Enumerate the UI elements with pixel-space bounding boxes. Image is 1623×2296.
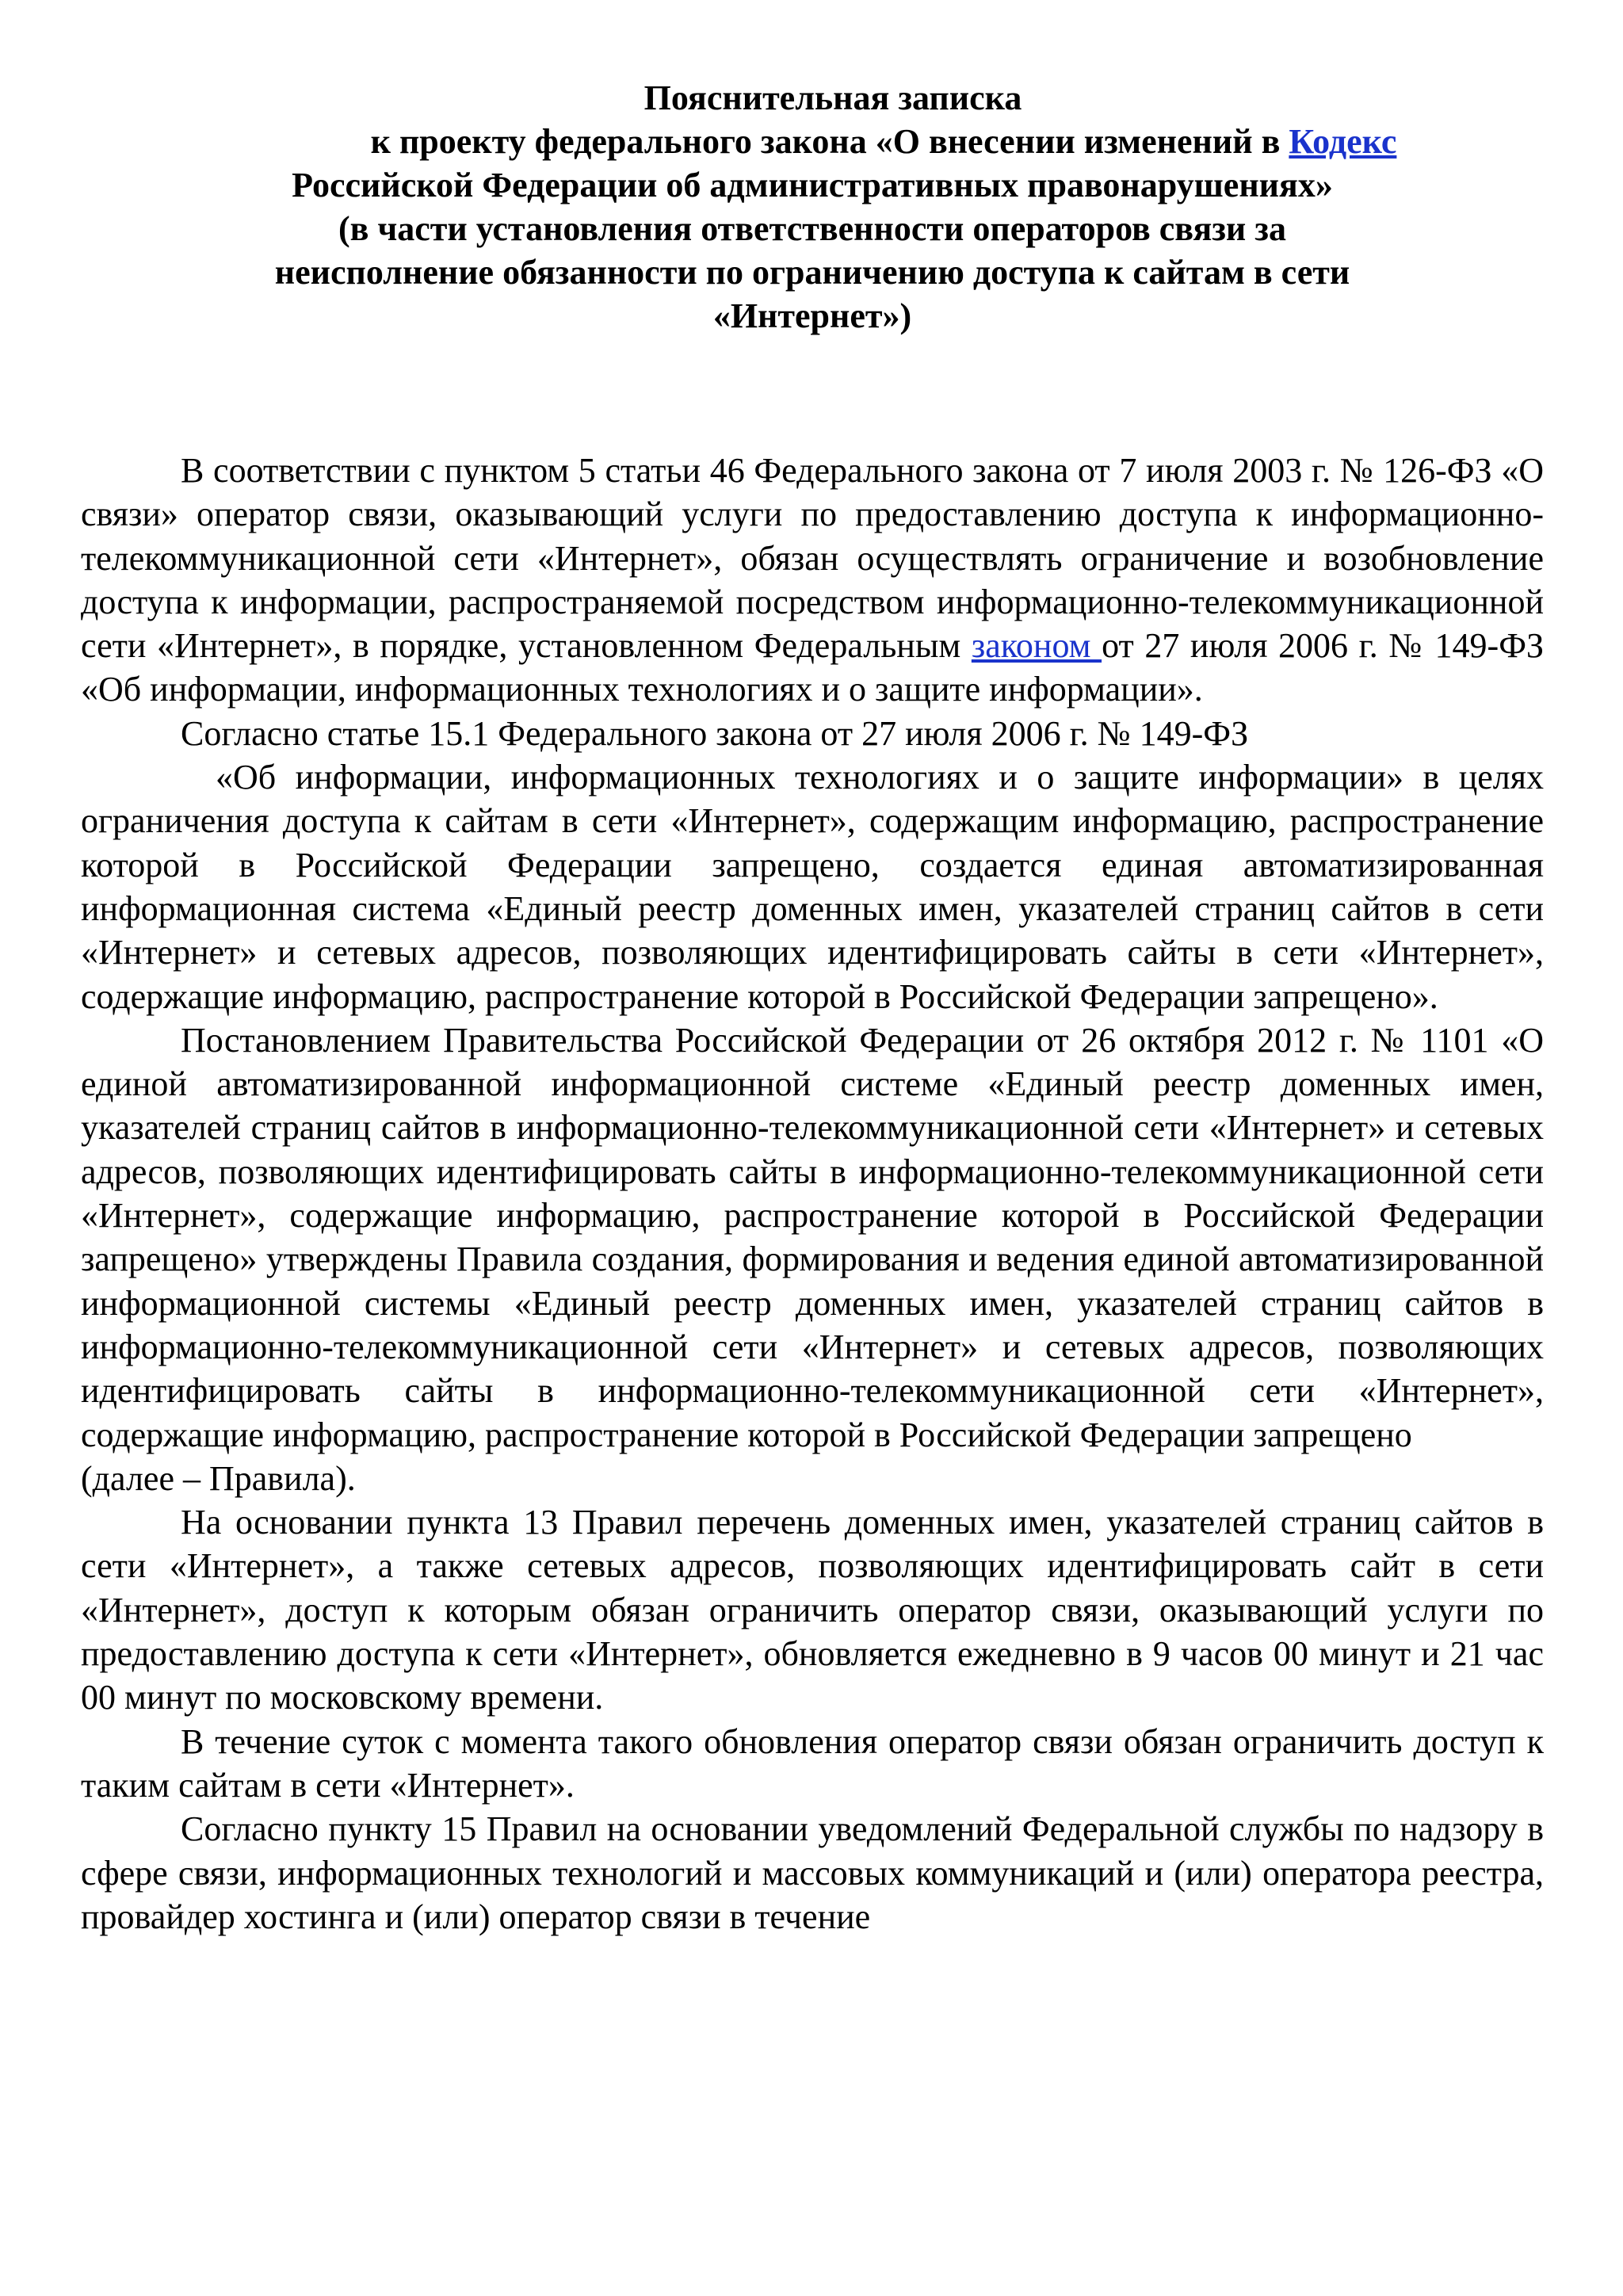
paragraph-6: Согласно пункту 15 Правил на основании уведомлений Федеральной службы по надзору в сфере связи, информационных технологий и массовых коммуникаций и (или) оператора реестра, провайдер хостинга и (или) оператор связи в течение bbox=[81, 1809, 1544, 1936]
kodeks-link[interactable]: Кодекс bbox=[1289, 122, 1397, 161]
title-line-5: неисполнение обязанности по ограничению доступа к сайтам в сети bbox=[274, 253, 1350, 292]
zakon-link[interactable]: законом bbox=[971, 626, 1102, 666]
paragraph-1 bbox=[81, 449, 1544, 712]
title-line-6: «Интернет») bbox=[712, 296, 912, 335]
paragraph-1-text-a: В соответствии с пунктом 5 статьи 46 Федерального закона от 7 июля 2003 г. № 126-ФЗ «О связи» оператор связи, оказывающий услуги по предоставлению доступа к информационно-телекоммуникационной сети «Интернет», обязан осуществлять ограничение и возобновление доступа к информации, распространяемой посредством информационно-телекоммуникационной сети «Интернет», в порядке, установленном Федеральным bbox=[81, 451, 1544, 666]
title-line-4: (в части установления ответственности операторов связи за bbox=[338, 209, 1286, 248]
paragraph-2b: «Об информации, информационных технологиях и о защите информации» в целях ограничения доступа к сайтам в сети «Интернет», содержащим информацию, распространение которой в Российской Федерации запрещено, создается единая автоматизированная информационная система «Единый реестр доменных имен, указателей страниц сайтов в сети «Интернет» и сетевых адресов, позволяющих идентифицировать сайты в сети «Интернет», содержащие информацию, распространение которой в Российской Федерации запрещено». bbox=[81, 758, 1544, 1016]
paragraph-5: В течение суток с момента такого обновления оператор связи обязан ограничить доступ к таким сайтам в сети «Интернет». bbox=[81, 1721, 1544, 1805]
title-line-2-text: к проекту федерального закона «О внесении изменений в bbox=[370, 122, 1289, 161]
document-body bbox=[81, 449, 1544, 1939]
title-line-1: Пояснительная записка bbox=[643, 78, 1022, 117]
document-title bbox=[81, 76, 1544, 338]
title-line-3: Российской Федерации об административных правонарушениях» bbox=[292, 166, 1333, 204]
paragraph-3-tail: (далее – Правила). bbox=[81, 1458, 356, 1498]
paragraph-3: Постановлением Правительства Российской Федерации от 26 октября 2012 г. № 1101 «О единой автоматизированной информационной системе «Единый реестр доменных имен, указателей страниц сайтов в информационно-телекоммуникационной сети «Интернет» и сетевых адресов, позволяющих идентифицировать сайты в информационно-телекоммуникационной сети «Интернет», содержащие информацию, распространение которой в Российской Федерации запрещено» утверждены Правила создания, формирования и ведения единой автоматизированной информационной системы «Единый реестр доменных имен, указателей страниц сайтов в информационно-телекоммуникационной сети «Интернет» и сетевых адресов, позволяющих идентифицировать сайты в информационно-телекоммуникационной сети «Интернет», содержащие информацию, распространение которой в Российской Федерации запрещено bbox=[81, 1020, 1544, 1454]
paragraph-4: На основании пункта 13 Правил перечень доменных имен, указателей страниц сайтов в сети «Интернет», а также сетевых адресов, позволяющих идентифицировать сайт в сети «Интернет», доступ к которым обязан ограничить оператор связи, оказывающий услуги по предоставлению доступа к сети «Интернет», обновляется ежедневно в 9 часов 00 минут и 21 час 00 минут по московскому времени. bbox=[81, 1503, 1544, 1717]
paragraph-1-text-b: от 27 июля 2006 г. № 149-ФЗ «Об информации, информационных технологиях и о защите информации». bbox=[81, 626, 1545, 709]
paragraph-2a: Согласно статье 15.1 Федерального закона от 27 июля 2006 г. № 149-ФЗ bbox=[181, 713, 1249, 753]
title-line-2 bbox=[81, 120, 1544, 163]
